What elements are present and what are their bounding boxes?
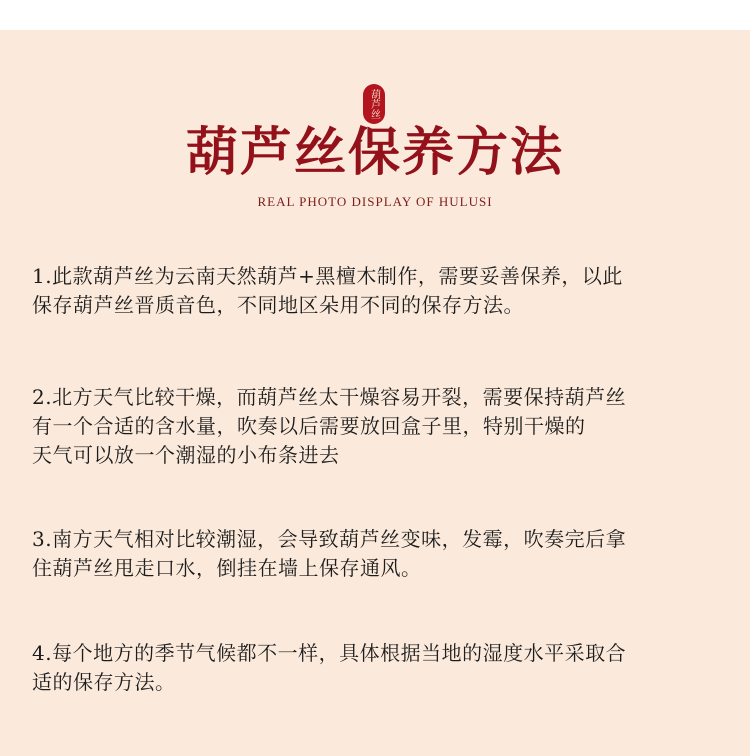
care-paragraph-4 bbox=[32, 639, 732, 697]
care-paragraph-2 bbox=[32, 383, 732, 470]
top-white-strip bbox=[0, 0, 750, 30]
paragraph-line: 3.南方天气相对比较潮湿，会导致葫芦丝变味，发霉，吹奏完后拿 bbox=[32, 527, 627, 551]
page-title: 葫芦丝保养方法 bbox=[185, 122, 564, 183]
seal-stamp: 葫芦丝 bbox=[363, 84, 385, 124]
care-paragraph-1 bbox=[32, 262, 732, 320]
paragraph-line: 保存葫芦丝晋质音色，不同地区朵用不同的保存方法。 bbox=[32, 293, 524, 317]
page-subtitle: REAL PHOTO DISPLAY OF HULUSI bbox=[257, 194, 493, 209]
paragraph-line: 天气可以放一个潮湿的小布条进去 bbox=[32, 443, 340, 467]
paragraph-line: 住葫芦丝甩走口水，倒挂在墙上保存通风。 bbox=[32, 556, 422, 580]
paragraph-line: 有一个合适的含水量，吹奏以后需要放回盒子里，特别干燥的 bbox=[32, 414, 586, 438]
paragraph-line: 4.每个地方的季节气候都不一样，具体根据当地的湿度水平采取合 bbox=[32, 641, 627, 665]
paragraph-line: 1.此款葫芦丝为云南天然葫芦+黑檀木制作，需要妥善保养，以此 bbox=[32, 264, 623, 288]
paragraph-line: 适的保存方法。 bbox=[32, 670, 176, 694]
paragraph-line: 2.北方天气比较干燥，而葫芦丝太干燥容易开裂，需要保持葫芦丝 bbox=[32, 385, 627, 409]
care-paragraph-3 bbox=[32, 525, 732, 583]
